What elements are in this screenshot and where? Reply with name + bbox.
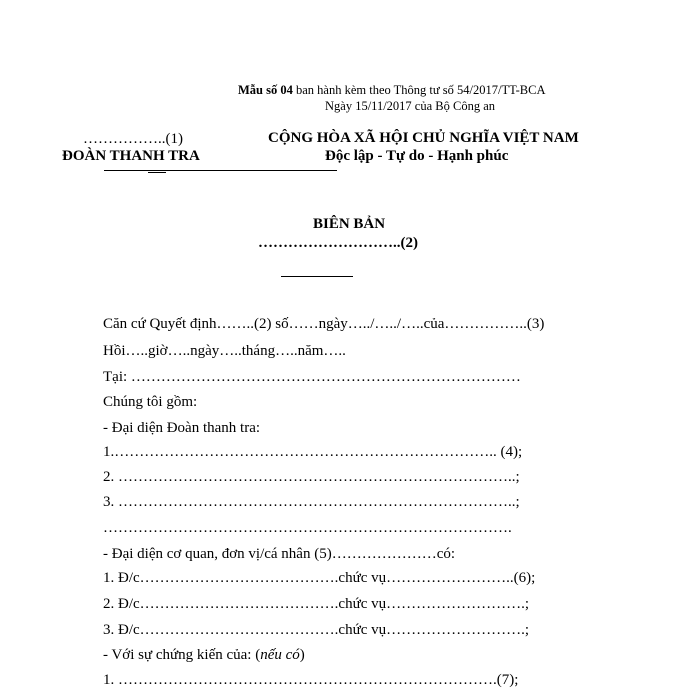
unit-name: ĐOÀN THANH TRA (62, 148, 200, 164)
form-note-line-1 (238, 83, 545, 98)
body-line-team-3: 3. ……………………………………………………………………..; (103, 494, 520, 510)
agency-placeholder: ……………..(1) (83, 131, 183, 147)
body-line-team-1: 1.………………………………………………………………….. (4); (103, 444, 523, 460)
header-underline-mark (148, 172, 166, 173)
body-line-basis: Căn cứ Quyết định……..(2) số……ngày…../…../…..của……………..(3) (103, 316, 545, 332)
form-note-text: ban hành kèm theo Thông tư số 54/2017/TT-BCA (292, 83, 546, 97)
header-underline (104, 170, 337, 171)
title-underline (281, 276, 353, 277)
body-line-rep-1: 1. Đ/c………………………………….chức vụ……………………..(6); (103, 570, 536, 586)
witness-prefix: - Với sự chứng kiến của: ( (103, 647, 261, 663)
body-line-rep-2: 2. Đ/c………………………………….chức vụ……………………….; (103, 596, 530, 612)
form-number: Mẫu số 04 (238, 83, 293, 97)
document-title: BIÊN BẢN (313, 216, 386, 232)
body-line-team-extra: ………………………………………………………………………. (103, 520, 512, 536)
body-line-witness (103, 647, 305, 664)
witness-suffix: ) (299, 647, 305, 663)
body-line-witness-1: 1. ………………………………………………………………….(7); (103, 672, 519, 688)
body-line-team-2: 2. ……………………………………………………………………..; (103, 469, 520, 485)
body-line-place: Tại: …………………………………………………………………… (103, 369, 521, 385)
body-line-agency-reps: - Đại diện cơ quan, đơn vị/cá nhân (5)…………………có: (103, 546, 456, 562)
form-note-date: Ngày 15/11/2017 của Bộ Công an (325, 99, 496, 113)
body-line-participants: Chúng tôi gồm: (103, 394, 198, 410)
witness-optional: nếu có (260, 647, 300, 663)
national-motto: Độc lập - Tự do - Hạnh phúc (325, 148, 509, 164)
document-subtitle: ………………………..(2) (258, 235, 418, 251)
country-name: CỘNG HÒA XÃ HỘI CHỦ NGHĨA VIỆT NAM (268, 130, 579, 146)
body-line-inspection-team: - Đại diện Đoàn thanh tra: (103, 420, 261, 436)
body-line-rep-3: 3. Đ/c………………………………….chức vụ……………………….; (103, 622, 530, 638)
body-line-time: Hồi…..giờ…..ngày…..tháng…..năm….. (103, 343, 346, 359)
